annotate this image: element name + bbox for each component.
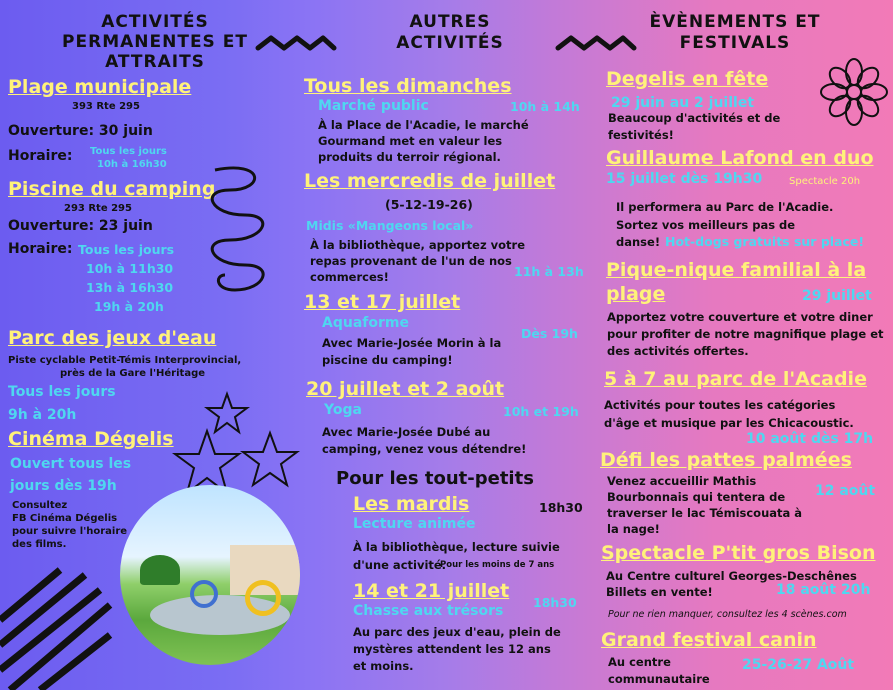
splash-park-photo bbox=[120, 485, 300, 665]
piscine-address: 293 Rte 295 bbox=[64, 203, 132, 214]
degelis-dates: 29 juin au 2 juillet bbox=[611, 95, 755, 111]
canin-title: Grand festival canin bbox=[601, 629, 817, 651]
dimanches-desc-1: À la Place de l'Acadie, le marché bbox=[318, 118, 529, 132]
cinqasept-date: 10 août dès 17h bbox=[746, 431, 874, 447]
piscine-hours-label: Horaire: bbox=[8, 241, 73, 257]
mercredis-desc-1: À la bibliothèque, apportez votre bbox=[310, 238, 526, 252]
mercredis-desc-3: commerces! bbox=[310, 270, 389, 284]
col2-title-2: ACTIVITÉS bbox=[396, 33, 504, 53]
piscine-title: Piscine du camping bbox=[8, 178, 216, 200]
plage-hours-2: 10h à 16h30 bbox=[97, 159, 167, 170]
lafond-title: Guillaume Lafond en duo bbox=[606, 147, 874, 169]
dimanches-time: 10h à 14h bbox=[510, 99, 580, 114]
lafond-desc-3: danse! bbox=[616, 235, 661, 249]
canin-desc-2: communautaire bbox=[608, 672, 710, 686]
piquenique-date: 29 juillet bbox=[802, 288, 872, 304]
defi-desc-2: Bourbonnais qui tentera de bbox=[607, 490, 786, 504]
yoga-desc-1: Avec Marie-Josée Dubé au bbox=[322, 425, 491, 439]
mardis-desc-age: Pour les moins de 7 ans bbox=[440, 560, 555, 570]
lafond-extra: Hot-dogs gratuits sur place! bbox=[665, 234, 865, 249]
cinema-title: Cinéma Dégelis bbox=[8, 428, 174, 450]
lafond-note: Spectacle 20h bbox=[789, 176, 861, 187]
mardis-desc-2: d'une activité. bbox=[353, 558, 447, 572]
piquenique-title-2: plage bbox=[606, 283, 666, 305]
flower-icon bbox=[820, 58, 888, 126]
tresor-sub: Chasse aux trésors bbox=[353, 603, 504, 619]
mercredis-time: 11h à 13h bbox=[514, 264, 584, 279]
piquenique-title-1: Pique-nique familial à la bbox=[606, 259, 867, 281]
cinema-note-3: pour suivre l'horaire bbox=[12, 526, 128, 537]
cinema-note-2: FB Cinéma Dégelis bbox=[12, 513, 118, 524]
parc-desc-1: Piste cyclable Petit-Témis Interprovincial, bbox=[8, 355, 242, 366]
mercredis-sub: Midis «Mangeons local» bbox=[306, 218, 474, 233]
yoga-time: 10h et 19h bbox=[503, 404, 579, 419]
plage-hours-label: Horaire: bbox=[8, 148, 73, 164]
star-mid-icon bbox=[240, 430, 300, 490]
cinqasept-desc-1: Activités pour toutes les catégories bbox=[604, 398, 836, 412]
aquaforme-desc-1: Avec Marie-Josée Morin à la bbox=[322, 336, 502, 350]
zigzag-right-icon bbox=[556, 36, 636, 50]
plage-hours-1: Tous les jours bbox=[90, 146, 167, 157]
mardis-title: Les mardis bbox=[353, 493, 470, 515]
lafond-desc-2: Sortez vos meilleurs pas de bbox=[616, 218, 796, 232]
zigzag-left-icon bbox=[256, 36, 336, 50]
col2-title-1: AUTRES bbox=[409, 12, 491, 32]
spiral-decoration bbox=[205, 160, 275, 310]
parc-desc-2: près de la Gare l'Héritage bbox=[60, 368, 206, 379]
parc-title: Parc des jeux d'eau bbox=[8, 327, 217, 349]
parc-hours-2: 9h à 20h bbox=[8, 407, 77, 423]
cinqasept-title: 5 à 7 au parc de l'Acadie bbox=[604, 368, 867, 390]
piscine-hours-2: 10h à 11h30 bbox=[86, 261, 174, 276]
bison-desc-2: Billets en vente! bbox=[606, 585, 713, 599]
cinema-hours-2: jours dès 19h bbox=[10, 478, 117, 494]
piquenique-desc-1: Apportez votre couverture et votre diner bbox=[607, 310, 873, 324]
mardis-time: 18h30 bbox=[539, 500, 583, 515]
cinema-note-4: des films. bbox=[12, 539, 67, 550]
piquenique-desc-3: des activités offertes. bbox=[607, 344, 749, 358]
mercredis-title: Les mercredis de juillet bbox=[304, 170, 556, 192]
mardis-desc-1: À la bibliothèque, lecture suivie bbox=[353, 540, 560, 554]
tresor-time: 18h30 bbox=[533, 595, 577, 610]
cinema-hours-1: Ouvert tous les bbox=[10, 456, 132, 472]
mardis-sub: Lecture animée bbox=[353, 516, 476, 532]
bison-desc-1: Au Centre culturel Georges-Deschênes bbox=[606, 569, 857, 583]
piscine-hours-3: 13h à 16h30 bbox=[86, 280, 174, 295]
aquaforme-desc-2: piscine du camping! bbox=[322, 353, 453, 367]
piscine-hours-4: 19h à 20h bbox=[94, 299, 164, 314]
cinema-note-1: Consultez bbox=[12, 500, 68, 511]
defi-desc-1: Venez accueillir Mathis bbox=[607, 474, 757, 488]
kids-title: Pour les tout-petits bbox=[336, 468, 534, 489]
tresor-desc-1: Au parc des jeux d'eau, plein de bbox=[353, 625, 561, 639]
aquaforme-sub: Aquaforme bbox=[322, 315, 409, 331]
tresor-desc-2: mystères attendent les 12 ans bbox=[353, 642, 551, 656]
yoga-sub: Yoga bbox=[324, 402, 362, 418]
mercredis-desc-2: repas provenant de l'un de nos bbox=[310, 254, 512, 268]
defi-desc-3: traverser le lac Témiscouata à bbox=[607, 506, 803, 520]
yoga-title: 20 juillet et 2 août bbox=[306, 378, 505, 400]
stripes-decoration bbox=[0, 580, 110, 690]
yoga-desc-2: camping, venez vous détendre! bbox=[322, 442, 527, 456]
cinqasept-desc-2: d'âge et musique par les Chicacoustic. bbox=[604, 416, 854, 430]
piquenique-desc-2: pour profiter de notre magnifique plage et bbox=[607, 327, 884, 341]
dimanches-desc-2: Gourmand met en valeur les bbox=[318, 134, 503, 148]
col3-title-2: FESTIVALS bbox=[679, 33, 791, 53]
col3-title-1: ÈVÈNEMENTS ET bbox=[649, 12, 821, 32]
dimanches-title: Tous les dimanches bbox=[304, 75, 512, 97]
aquaforme-time: Dès 19h bbox=[521, 326, 578, 341]
degelis-desc-1: Beaucoup d'activités et de bbox=[608, 111, 781, 125]
dimanches-desc-3: produits du terroir régional. bbox=[318, 150, 501, 164]
plage-title: Plage municipale bbox=[8, 76, 192, 98]
tresor-desc-3: et moins. bbox=[353, 659, 414, 673]
parc-hours-1: Tous les jours bbox=[8, 384, 116, 400]
tresor-title: 14 et 21 juillet bbox=[353, 580, 510, 602]
piscine-hours-1: Tous les jours bbox=[78, 242, 175, 257]
degelis-title: Degelis en fête bbox=[606, 68, 769, 90]
aquaforme-title: 13 et 17 juillet bbox=[304, 291, 461, 313]
defi-title: Défi les pattes palmées bbox=[600, 449, 852, 471]
mercredis-dates: (5-12-19-26) bbox=[385, 197, 473, 212]
defi-desc-4: la nage! bbox=[607, 522, 660, 536]
bison-title: Spectacle P'tit gros Bison bbox=[601, 542, 876, 564]
plage-opening: Ouverture: 30 juin bbox=[8, 123, 153, 139]
canin-desc-1: Au centre bbox=[608, 655, 671, 669]
col1-title: ACTIVITÉS PERMANENTES ET ATTRAITS bbox=[62, 12, 248, 72]
piscine-opening: Ouverture: 23 juin bbox=[8, 218, 153, 234]
lafond-desc-1: Il performera au Parc de l'Acadie. bbox=[616, 200, 834, 214]
plage-address: 393 Rte 295 bbox=[72, 101, 140, 112]
dimanches-sub: Marché public bbox=[318, 98, 429, 114]
footer-note: Pour ne rien manquer, consultez les 4 scènes.com bbox=[608, 609, 847, 620]
canin-date: 25-26-27 Août bbox=[742, 657, 855, 673]
bison-date: 18 août 20h bbox=[776, 582, 871, 598]
lafond-dates: 15 juillet dès 19h30 bbox=[606, 171, 763, 187]
defi-date: 12 août bbox=[815, 483, 876, 499]
degelis-desc-2: festivités! bbox=[608, 128, 674, 142]
